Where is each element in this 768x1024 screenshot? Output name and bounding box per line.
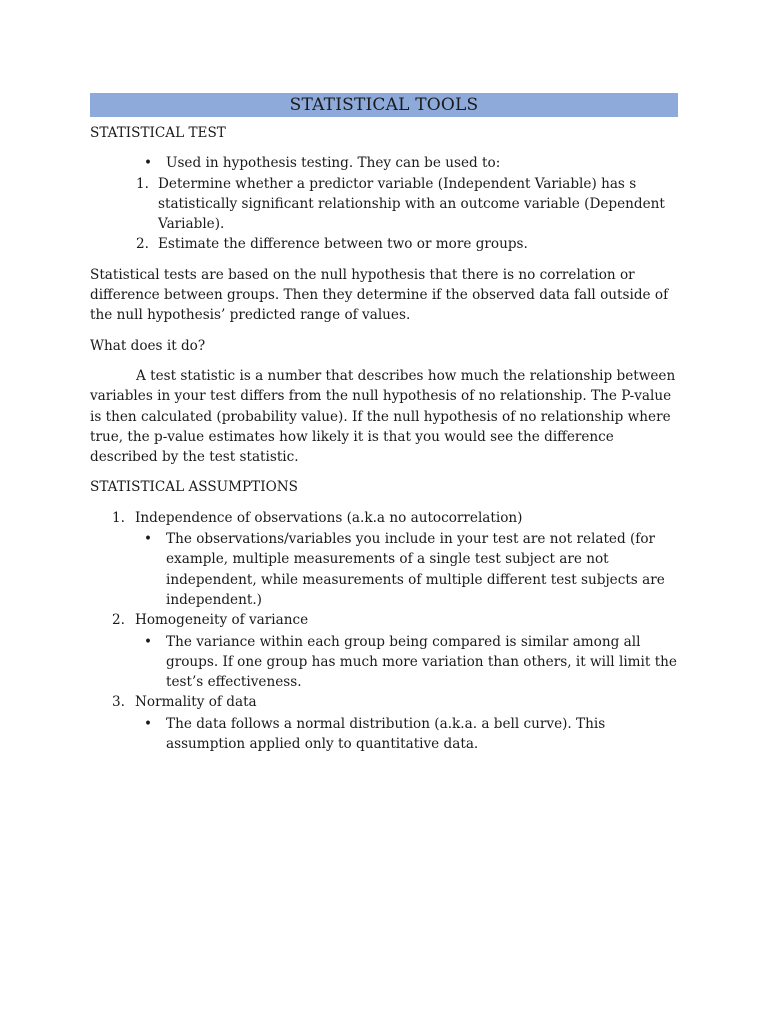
assumption-title: Homogeneity of variance (135, 612, 309, 629)
assumption-title: Normality of data (135, 694, 257, 711)
assumptions-list (90, 508, 678, 755)
list-item (90, 234, 678, 254)
assumption-detail: • The data follows a normal distribution (a.k.a. a bell curve). This assumption applied only to quantitative data. (135, 714, 678, 755)
list-number: 2. (136, 236, 149, 253)
bullet-list (90, 153, 678, 173)
list-number: 2. (112, 612, 125, 629)
assumption-detail-list (135, 632, 678, 693)
list-number: 1. (136, 175, 149, 192)
assumption-detail: • The observations/variables you include in your test are not related (for example, multiple measurements of a single test subject are not independent, while measurements of multiple different test subjects are independent.) (135, 529, 678, 610)
bullet-item: • Used in hypothesis testing. They can be used to: (90, 153, 678, 173)
paragraph-null-hypothesis: Statistical tests are based on the null hypothesis that there is no correlation or difference between groups. Then they determine if the observed data fall outside of the null hypothesis’ predicted range of values. (90, 266, 669, 324)
list-item-text: Estimate the difference between two or more groups. (158, 236, 528, 253)
assumption-item (90, 692, 678, 754)
list-item-text: Determine whether a predictor variable (Independent Variable) has s statistically significant relationship with an outcome variable (Dependent Variable). (158, 175, 665, 233)
document-page (90, 93, 678, 754)
question-heading: What does it do? (90, 337, 206, 354)
section-heading-statistical-test: STATISTICAL TEST (90, 125, 226, 141)
assumption-title: Independence of observations (a.k.a no autocorrelation) (135, 509, 523, 526)
paragraph-test-statistic: A test statistic is a number that describes how much the relationship between variables in your test differs from the null hypothesis of no relationship. The P-value is then calculated (probability value). If the null hypothesis of no relationship where true, the p-value estimates how likely it is that you would see the difference described by the test statistic. (90, 367, 676, 466)
numbered-list (90, 174, 678, 255)
assumption-item (90, 508, 678, 610)
assumption-detail-list (135, 529, 678, 610)
list-number: 3. (112, 694, 125, 711)
section-heading-assumptions: STATISTICAL ASSUMPTIONS (90, 479, 298, 496)
list-number: 1. (112, 509, 125, 526)
list-item (90, 174, 678, 235)
document-title: STATISTICAL TOOLS (90, 93, 678, 117)
assumption-detail: • The variance within each group being compared is similar among all groups. If one group has much more variation than others, it will limit the test’s effectiveness. (135, 632, 678, 693)
assumption-detail-list (135, 714, 678, 755)
assumption-item (90, 610, 678, 692)
